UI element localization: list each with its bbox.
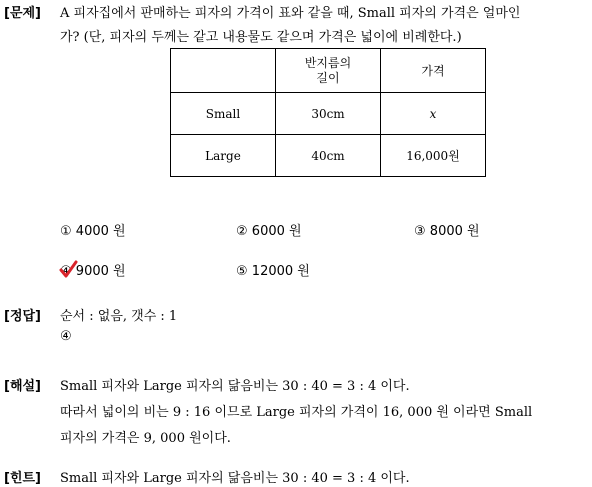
option-number: ② bbox=[236, 224, 248, 239]
explanation-line-2: 따라서 넓이의 비는 9 : 16 이므로 Large 피자의 가격이 16, 000 원 이라면 Small bbox=[60, 405, 533, 420]
table-header-cell bbox=[171, 49, 276, 93]
explanation-tag: [해설] bbox=[4, 379, 41, 394]
table-cell: 40cm bbox=[276, 135, 381, 177]
option-2[interactable] bbox=[236, 220, 302, 239]
option-text: 8000 원 bbox=[429, 224, 480, 239]
option-5[interactable] bbox=[236, 260, 310, 279]
table-row bbox=[171, 135, 486, 177]
option-number: ⑤ bbox=[236, 264, 248, 279]
option-number: ① bbox=[60, 224, 72, 239]
option-number bbox=[60, 264, 76, 279]
hint-line-1: Small 피자와 Large 피자의 닮음비는 30 : 40 = 3 : 4 이다. bbox=[60, 471, 410, 486]
option-number: ③ bbox=[414, 224, 426, 239]
table-cell: x bbox=[381, 93, 486, 135]
price-table bbox=[170, 48, 486, 177]
answer-line-1: 순서 : 없음, 갯수 : 1 bbox=[60, 309, 178, 324]
option-text: 12000 원 bbox=[251, 264, 310, 279]
option-4[interactable] bbox=[60, 260, 126, 279]
table-header-cell: 가격 bbox=[381, 49, 486, 93]
option-3[interactable] bbox=[414, 220, 480, 239]
option-1[interactable] bbox=[60, 220, 126, 239]
explanation-line-3: 피자의 가격은 9, 000 원이다. bbox=[60, 431, 231, 446]
option-text: 9000 원 bbox=[75, 264, 126, 279]
answer-line-2: ④ bbox=[60, 329, 72, 344]
problem-tag: [문제] bbox=[4, 6, 41, 21]
table-row bbox=[171, 93, 486, 135]
answer-tag: [정답] bbox=[4, 309, 41, 324]
option-number-glyph: ④ bbox=[60, 264, 72, 279]
table-cell: 16,000원 bbox=[381, 135, 486, 177]
option-text: 4000 원 bbox=[75, 224, 126, 239]
table-header-cell: 반지름의 길이 bbox=[276, 49, 381, 93]
table-header-row bbox=[171, 49, 486, 93]
table-cell: 30cm bbox=[276, 93, 381, 135]
table-cell: Large bbox=[171, 135, 276, 177]
option-text: 6000 원 bbox=[251, 224, 302, 239]
explanation-line-1: Small 피자와 Large 피자의 닮음비는 30 : 40 = 3 : 4 이다. bbox=[60, 379, 410, 394]
problem-line-1: A 피자집에서 판매하는 피자의 가격이 표와 같을 때, Small 피자의 가격은 얼마인 bbox=[60, 6, 521, 21]
table-cell: Small bbox=[171, 93, 276, 135]
hint-tag: [힌트] bbox=[4, 471, 41, 486]
checkmark-icon bbox=[58, 260, 78, 280]
problem-line-2: 가? (단, 피자의 두께는 같고 내용물도 같으며 가격은 넓이에 비례한다.) bbox=[60, 30, 462, 45]
